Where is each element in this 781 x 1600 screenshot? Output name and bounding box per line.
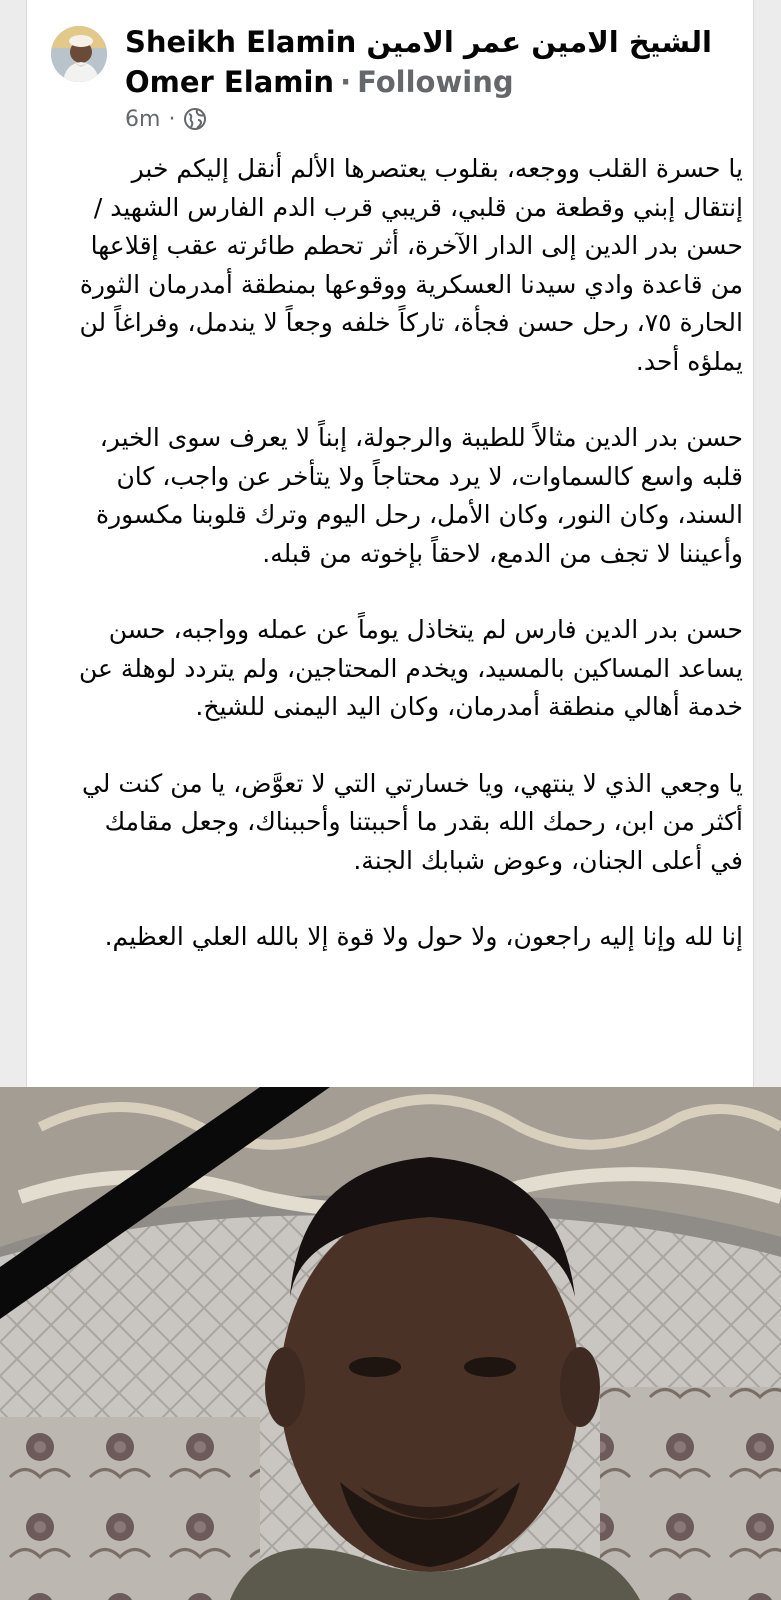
post-paragraph-5: إنا لله وإنا إليه راجعون، ولا حول ولا قوة إلا بالله العلي العظيم. <box>104 922 743 951</box>
post-paragraph-1: يا حسرة القلب ووجعه، بقلوب يعتصرها الألم أنقل إليكم خبر إنتقال إبني وقطعة من قلبي، قريبي قرب الدم الفارس الشهيد / حسن بدر الدين إلى الدار الآخرة، أثر تحطم طائرته عقب إقلاعها من قاعدة وادي سيدنا العسكرية ووقوعها بمنطقة أمدرمان الثورة الحارة ٧٥، رحل حسن فجأة، تاركاً خلفه وجعاً لا يندمل، وفراغاً لن يملؤه أحد. <box>79 154 743 376</box>
meta-separator: · <box>168 106 176 132</box>
post-photo[interactable] <box>0 1087 781 1600</box>
post-paragraph-4: يا وجعي الذي لا ينتهي، ويا خسارتي التي لا تعوَّض، يا من كنت لي أكثر من ابن، رحمك الله بقدر ما أحببتنا وأحببناك، وجعل مقامك في أعلى الجنان، وعوض شبابك الجنة. <box>81 768 743 875</box>
post-timestamp[interactable]: 6m <box>125 106 161 132</box>
post-card <box>26 0 754 1118</box>
post-paragraph-2: حسن بدر الدين مثالاً للطيبة والرجولة، إبناً لا يعرف سوى الخير، قلبه واسع كالسماوات، لا يرد محتاجاً ولا يتأخر عن واجب، كان السند، وكان النور، وكان الأمل، رحل اليوم وترك قلوبنا مكسورة وأعيننا لا تجف من الدمع، لاحقاً بإخوته من قبله. <box>95 423 743 568</box>
name-separator: · <box>340 65 352 99</box>
memorial-photo <box>0 1087 781 1600</box>
author-name-line2 <box>125 62 745 102</box>
author-name-continued[interactable]: Omer Elamin <box>125 65 335 99</box>
following-button[interactable]: Following <box>357 65 514 99</box>
author-avatar[interactable] <box>51 26 107 82</box>
post-paragraph-3: حسن بدر الدين فارس لم يتخاذل يوماً عن عمله وواجبه، حسن يساعد المساكين بالمسيد، ويخدم المحتاجين، ولم يتردد لوهلة عن خدمة أهالي منطقة أمدرمان، وكان اليد اليمنى للشيخ. <box>78 615 743 721</box>
post-meta <box>125 104 207 134</box>
post-body <box>67 150 743 995</box>
globe-icon[interactable] <box>183 107 207 131</box>
author-name-line1[interactable] <box>125 22 745 62</box>
author-name[interactable]: Sheikh Elamin الشيخ الامين عمر الامين <box>125 25 712 59</box>
avatar-image <box>51 26 107 82</box>
post-header <box>27 0 753 140</box>
